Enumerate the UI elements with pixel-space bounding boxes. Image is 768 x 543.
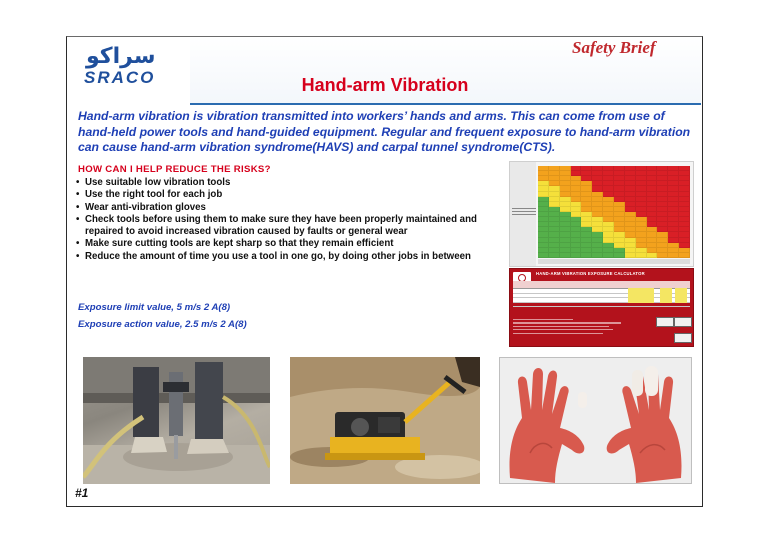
heatmap-cell — [603, 253, 614, 258]
calculator-result-cell — [628, 288, 654, 303]
calculator-notes — [513, 319, 623, 336]
calculator-button — [674, 317, 692, 327]
logo-latin-text: SRACO — [84, 68, 156, 87]
exposure-action-value: Exposure action value, 2.5 m/s 2 A(8) — [78, 319, 247, 330]
calculator-button — [674, 333, 692, 343]
heatmap-cell — [560, 253, 571, 258]
heatmap-cell — [679, 253, 690, 258]
heatmap-cell — [549, 253, 560, 258]
heatmap-cell — [614, 253, 625, 258]
chart-x-axis-band — [538, 259, 690, 264]
list-item: • Check tools before using them to make sure they have been properly maintained and repaired to avoid increased vibration caused by faults or general wear — [76, 214, 516, 239]
heatmap-cell — [647, 253, 658, 258]
calculator-button — [656, 317, 674, 327]
safety-brief-label: Safety Brief — [572, 38, 656, 57]
page-title: Hand-arm Vibration — [301, 75, 469, 95]
heatmap-cell — [625, 253, 636, 258]
sraco-logo — [78, 44, 188, 90]
heatmap-cell — [657, 253, 668, 258]
jackhammer-illustration — [83, 357, 270, 484]
calculator-result-cell — [660, 288, 672, 303]
heatmap-cell — [636, 253, 647, 258]
chart-axis-label-graphic — [512, 206, 536, 217]
exposure-calculator-image — [509, 268, 694, 347]
heatmap-cell — [581, 253, 592, 258]
logo-arabic-text: سراكو — [86, 44, 156, 69]
exposure-heatmap-grid — [538, 166, 690, 258]
heatmap-cell — [668, 253, 679, 258]
vibration-white-finger-photo — [499, 357, 692, 484]
jackhammer-photo — [83, 357, 270, 484]
calculator-result-cell — [675, 288, 687, 303]
hands-illustration — [500, 358, 691, 483]
vibration-exposure-chart-image — [509, 161, 694, 267]
heatmap-cell — [571, 253, 582, 258]
page-number: #1 — [75, 486, 89, 500]
list-item: • Use the right tool for each job — [76, 189, 516, 201]
heatmap-cell — [592, 253, 603, 258]
calculator-title: HAND-ARM VIBRATION EXPOSURE CALCULATOR — [536, 271, 645, 276]
risk-tips-list — [76, 177, 516, 263]
list-item: • Reduce the amount of time you use a tool in one go, by doing other jobs in between — [76, 251, 516, 263]
plate-compactor-illustration — [290, 357, 480, 484]
list-item: • Wear anti-vibration gloves — [76, 202, 516, 214]
list-item: • Use suitable low vibration tools — [76, 177, 516, 189]
plate-compactor-photo — [290, 357, 480, 484]
list-item: • Make sure cutting tools are kept sharp so that they remain efficient — [76, 238, 516, 250]
intro-paragraph: Hand-arm vibration is vibration transmitted into workers’ hands and arms. This can come from use of hand-held power tools and hand-guided equipment. Regular and frequent exposure to hand-arm vibration can cause hand-arm vibration syndrome(HAVS) and carpal tunnel syndrome(CTS). — [78, 109, 691, 154]
risks-heading: HOW CAN I HELP REDUCE THE RISKS? — [78, 164, 271, 175]
exposure-limit-value: Exposure limit value, 5 m/s 2 A(8) — [78, 302, 231, 313]
heatmap-cell — [538, 253, 549, 258]
